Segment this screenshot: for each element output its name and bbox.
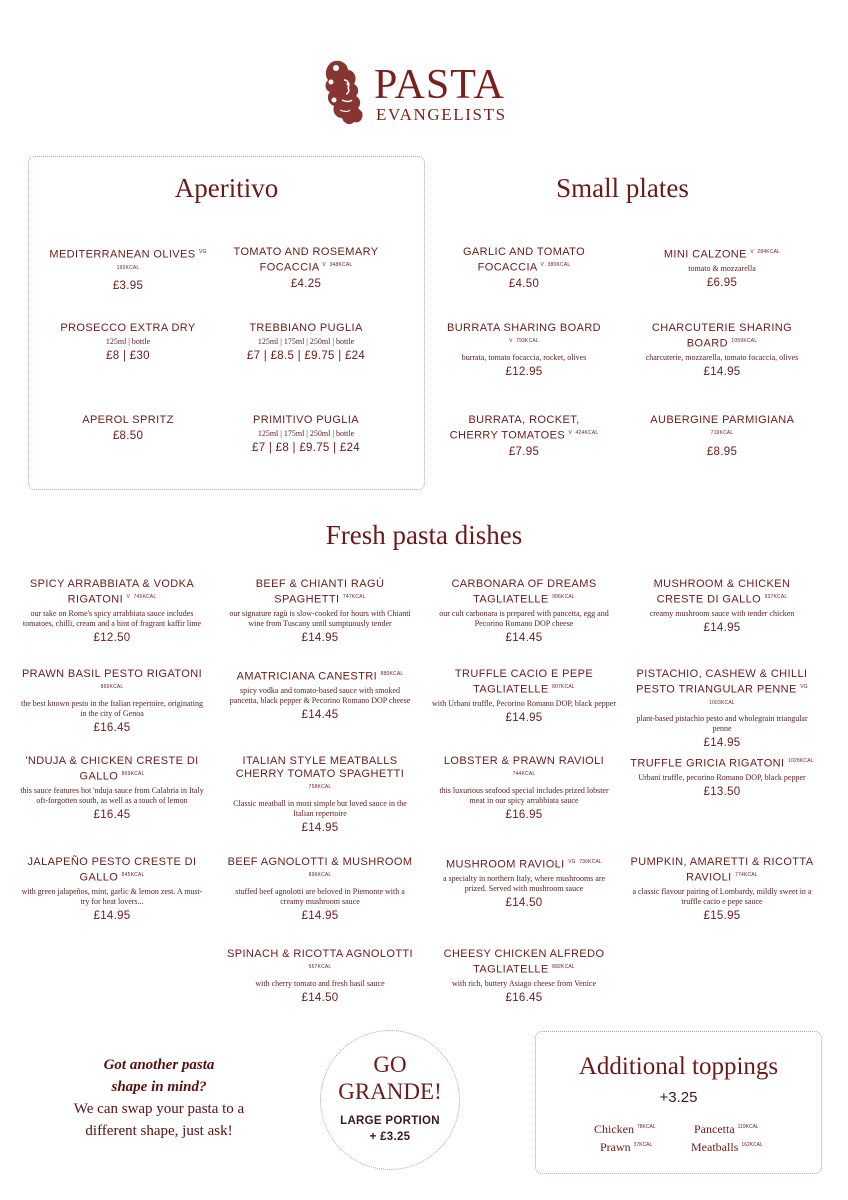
pasta-item-price: £12.50 xyxy=(93,631,131,644)
kcal-label: 758KCAL xyxy=(308,784,332,790)
aperitivo-item xyxy=(226,322,386,362)
aperitivo-item-price: £7 | £8 | £9.75 | £24 xyxy=(252,442,360,454)
kcal-label: 869KCAL xyxy=(121,771,145,777)
pasta-item-price: £14.95 xyxy=(301,909,339,922)
large-portion-price: + £3.25 xyxy=(369,1131,411,1143)
small-plate-item-description: tomato & mozzarella xyxy=(688,263,756,273)
topping-meatballs: Meatballs $^{162KCAL}$ xyxy=(691,1140,763,1154)
pasta-item-name: JALAPEÑO PESTO CRESTE DI GALLO $^{845KCAL}$ xyxy=(27,856,197,884)
topping-prawn: Prawn $^{37KCAL}$ xyxy=(600,1140,653,1154)
kcal-label: 747KCAL xyxy=(342,594,366,600)
small-plate-item-price: £12.95 xyxy=(505,365,543,378)
pasta-item xyxy=(227,755,413,834)
large-portion-label: LARGE PORTION xyxy=(340,1115,440,1127)
small-plate-item-name: CHARCUTERIE SHARING BOARD $^{1059KCAL}$ xyxy=(651,322,793,350)
kcal-label: 1028KCAL xyxy=(787,758,814,764)
kcal-label: 567KCAL xyxy=(308,964,332,970)
kcal-label: 719KCAL xyxy=(710,430,734,436)
aperitivo-item-description: 125ml | 175ml | 250ml | bottle xyxy=(257,429,355,438)
aperitivo-title: Aperitivo xyxy=(174,173,279,203)
pasta-item-price: £14.50 xyxy=(301,991,339,1004)
pasta-item xyxy=(431,948,617,1004)
small-plate-item xyxy=(444,322,604,378)
pasta-item xyxy=(227,856,413,922)
kcal-label: 165KCAL xyxy=(116,264,140,271)
diet-tag: V xyxy=(322,262,327,268)
pasta-item-name: MUSHROOM & CHICKEN CRESTE DI GALLO $^{937KCAL}$ xyxy=(653,578,791,606)
kcal-label: 880KCAL xyxy=(380,671,404,677)
fresh-pasta-title: Fresh pasta dishes xyxy=(325,520,523,550)
pasta-item-price: £14.95 xyxy=(703,737,741,750)
pasta-item-price: £14.95 xyxy=(703,621,741,634)
aperitivo-item xyxy=(226,246,386,290)
pasta-item-name: PRAWN BASIL PESTO RIGATONI $^{865KCAL}$ xyxy=(21,668,203,690)
aperitivo-item-name: PRIMITIVO PUGLIA xyxy=(252,414,360,426)
small-plate-item-name: AUBERGINE PARMIGIANA $^{719KCAL}$ xyxy=(650,414,794,436)
pasta-item-price: £16.45 xyxy=(93,808,131,821)
small-plate-item-name: BURRATA SHARING BOARD $^V$ $^{793KCAL}$ xyxy=(446,322,602,344)
toppings-price: +3.25 xyxy=(659,1089,698,1106)
pasta-item-price: £16.95 xyxy=(505,808,543,821)
pasta-item-description: Urbani truffle, pecorino Romano DOP, black pepper xyxy=(638,772,806,782)
small-plate-item-name: GARLIC AND TOMATO FOCACCIA $^V$ $^{380KCAL}$ xyxy=(462,246,586,274)
small-plate-item-price: £8.95 xyxy=(706,445,738,458)
pasta-item-price: £14.95 xyxy=(301,631,339,644)
pasta-item xyxy=(629,668,815,749)
small-plates-title: Small plates xyxy=(556,173,689,203)
kcal-label: 745KCAL xyxy=(133,594,157,600)
aperitivo-item-price: £8 | £30 xyxy=(106,350,150,362)
aperitivo-item-price: £3.95 xyxy=(112,280,144,293)
pasta-item xyxy=(227,668,413,721)
pasta-item-description: the best known pesto in the Italian repertoire, originating in the city of Genoa xyxy=(21,698,203,718)
pasta-item-name: LOBSTER & PRAWN RAVIOLI $^{744KCAL}$ xyxy=(443,755,605,777)
toppings-title: Additional toppings xyxy=(578,1053,779,1080)
small-plate-item-description: charcuterie, mozzarella, tomato focaccia, olives xyxy=(645,352,799,362)
small-plate-item-price: £6.95 xyxy=(706,276,738,289)
promo-answer-1: We can swap your pasta to a xyxy=(73,1101,245,1117)
small-plate-item-price: £7.95 xyxy=(508,445,540,458)
aperitivo-item-description: 125ml | bottle xyxy=(105,337,151,346)
small-plate-item xyxy=(642,322,802,378)
kcal-label: 793KCAL xyxy=(516,338,539,344)
pasta-item-description: plant-based pistachio pesto and wholegrain triangular penne xyxy=(636,714,808,734)
brand-name: PASTA xyxy=(374,62,505,108)
aperitivo-item xyxy=(48,322,208,362)
pasta-item-description: our take on Rome's spicy arrabbiata sauce includes tomatoes, chilli, cream and a hint of fragrant kaffir lime xyxy=(22,608,202,628)
pasta-item-price: £14.95 xyxy=(301,821,339,834)
small-plate-item-price: £4.50 xyxy=(508,277,540,290)
small-plate-item xyxy=(444,414,604,458)
aperitivo-item-name: TOMATO AND ROSEMARY FOCACCIA $^V$ $^{348KCAL}$ xyxy=(233,246,379,274)
pasta-item-description: creamy mushroom sauce with tender chicken xyxy=(649,608,795,618)
pasta-item xyxy=(227,948,413,1004)
pasta-item-description: our signature ragù is slow-cooked for hours with Chianti wine from Tuscany until sumptuously tender xyxy=(229,608,411,628)
topping-pancetta: Pancetta $^{119KCAL}$ xyxy=(694,1122,759,1136)
kcal-label: 1003KCAL xyxy=(709,699,735,706)
pasta-item-price: £15.95 xyxy=(703,909,741,922)
pasta-item-name: PUMPKIN, AMARETTI & RICOTTA RAVIOLI $^{774KCAL}$ xyxy=(630,856,814,884)
kcal-label: 882KCAL xyxy=(552,964,575,970)
kcal-label: 865KCAL xyxy=(100,684,124,690)
topping-chicken: Chicken $^{78KCAL}$ xyxy=(594,1122,656,1136)
aperitivo-item-description: 125ml | 175ml | 250ml | bottle xyxy=(257,337,355,346)
diet-tag: VG xyxy=(568,859,576,865)
small-plate-item-description: burrata, tomato focaccia, rocket, olives xyxy=(461,352,587,362)
pasta-item-price: £16.45 xyxy=(93,721,131,734)
kcal-label: 774KCAL xyxy=(735,872,758,878)
pasta-item-name: SPINACH & RICOTTA AGNOLOTTI $^{567KCAL}$ xyxy=(227,948,414,970)
pasta-item-name: ITALIAN STYLE MEATBALLS CHERRY TOMATO SPAGHETTI $^{758KCAL}$ xyxy=(235,755,405,790)
pasta-item-description: a specialty in northern Italy, where mushrooms are prized. Served with mushroom sauce xyxy=(442,873,606,893)
statue-head-icon xyxy=(322,56,368,128)
kcal-label: 937KCAL xyxy=(764,594,788,600)
kcal-label: 744KCAL xyxy=(512,771,536,777)
pasta-item xyxy=(629,856,815,922)
aperitivo-item-name: TREBBIANO PUGLIA xyxy=(249,322,363,334)
kcal-label: 284KCAL xyxy=(757,249,781,255)
diet-tag: V xyxy=(509,338,513,344)
pasta-item xyxy=(19,668,205,734)
promo-answer-2: different shape, just ask! xyxy=(85,1123,233,1139)
small-plate-item-name: MINI CALZONE $^V$ $^{284KCAL}$ xyxy=(663,248,781,261)
small-plate-item-price: £14.95 xyxy=(703,365,741,378)
small-plate-item xyxy=(642,414,802,458)
go-grande-line2: GRANDE! xyxy=(338,1079,442,1104)
pasta-item-name: MUSHROOM RAVIOLI $^{VG}$ $^{736KCAL}$ xyxy=(445,858,603,871)
kcal-label: 906KCAL xyxy=(552,594,575,600)
pasta-swap-promo xyxy=(40,1054,278,1142)
pasta-item-name: 'NDUJA & CHICKEN CRESTE DI GALLO $^{869KCAL}$ xyxy=(25,755,199,783)
pasta-item-name: CHEESY CHICKEN ALFREDO TAGLIATELLE $^{882KCAL}$ xyxy=(443,948,605,976)
pasta-item xyxy=(19,755,205,821)
pasta-item-description: with Urbani truffle, Pecorino Romano DOP, black pepper xyxy=(431,698,617,708)
kcal-label: 1059KCAL xyxy=(731,338,758,344)
pasta-item xyxy=(19,856,205,922)
pasta-item-price: £14.45 xyxy=(505,631,543,644)
pasta-item-name: TRUFFLE GRICIA RIGATONI $^{1028KCAL}$ xyxy=(630,757,814,770)
go-grande-line1: GO xyxy=(373,1052,407,1077)
pasta-item-description: spicy vodka and tomato-based sauce with smoked pancetta, black pepper & Pecorino Romano DOP cheese xyxy=(229,685,411,705)
pasta-item xyxy=(431,578,617,644)
pasta-item-name: CARBONARA OF DREAMS TAGLIATELLE $^{906KCAL}$ xyxy=(451,578,597,606)
pasta-item xyxy=(227,578,413,644)
pasta-item-price: £14.95 xyxy=(505,711,543,724)
aperitivo-item-name: PROSECCO EXTRA DRY xyxy=(60,322,196,334)
promo-question-1: Got another pasta xyxy=(103,1057,215,1073)
kcal-label: 348KCAL xyxy=(329,262,353,268)
pasta-item-price: £14.50 xyxy=(505,896,543,909)
small-plate-item xyxy=(444,246,604,290)
pasta-item xyxy=(629,578,815,634)
pasta-item-name: AMATRICIANA CANESTRI $^{880KCAL}$ xyxy=(236,670,404,683)
pasta-item-price: £14.95 xyxy=(93,909,131,922)
pasta-item-price: £13.50 xyxy=(703,785,741,798)
diet-tag: VG xyxy=(800,684,808,690)
aperitivo-item-price: £4.25 xyxy=(290,277,322,290)
aperitivo-item-price: £8.50 xyxy=(112,430,144,442)
kcal-label: 896KCAL xyxy=(308,872,332,878)
kcal-label: 807KCAL xyxy=(552,684,575,690)
pasta-item-name: TRUFFLE CACIO E PEPE TAGLIATELLE $^{807KCAL}$ xyxy=(454,668,594,696)
pasta-item xyxy=(629,755,815,798)
pasta-item-description: this sauce features hot 'nduja sauce from Calabria in Italy oft-forgotten south, as well as a touch of lemon xyxy=(20,785,204,805)
promo-question-2: shape in mind? xyxy=(111,1079,207,1095)
pasta-item-name: SPICY ARRABBIATA & VODKA RIGATONI $^V$ $^{745KCAL}$ xyxy=(29,578,195,606)
pasta-item xyxy=(431,668,617,724)
pasta-item-name: BEEF & CHIANTI RAGÙ SPAGHETTI $^{747KCAL}$ xyxy=(255,578,385,606)
toppings-box xyxy=(535,1031,822,1174)
pasta-item xyxy=(431,856,617,909)
pasta-item-price: £16.45 xyxy=(505,991,543,1004)
pasta-item-price: £14.45 xyxy=(301,708,339,721)
diet-tag: V xyxy=(750,249,754,255)
diet-tag: V xyxy=(126,594,131,600)
pasta-item xyxy=(19,578,205,644)
aperitivo-item-name: MEDITERRANEAN OLIVES $^{VG}$ $^{165KCAL}$ xyxy=(49,248,207,271)
pasta-item-description: stuffed beef agnolotti are beloved in Piemonte with a creamy mushroom sauce xyxy=(235,886,405,906)
brand-logo xyxy=(322,56,532,128)
diet-tag: VG xyxy=(198,249,207,255)
pasta-item-description: with cherry tomato and fresh basil sauce xyxy=(255,978,385,988)
aperitivo-item-price: £7 | £8.5 | £9.75 | £24 xyxy=(246,350,366,362)
aperitivo-item-name: APEROL SPRITZ xyxy=(82,414,174,426)
brand-subtitle: EVANGELISTS xyxy=(376,105,507,124)
aperitivo-item xyxy=(48,414,208,442)
small-plate-item-name: BURRATA, ROCKET, CHERRY TOMATOES $^V$ $^{424KCAL}$ xyxy=(449,414,599,442)
diet-tag: V xyxy=(568,430,573,436)
pasta-item-description: Classic meatball in most simple but loved sauce in the Italian repertoire xyxy=(233,798,407,818)
kcal-label: 845KCAL xyxy=(121,872,145,878)
kcal-label: 736KCAL xyxy=(579,859,603,865)
pasta-item-name: PISTACHIO, CASHEW & CHILLI PESTO TRIANGULAR PENNE $^{VG}$ $^{1003KCAL}$ xyxy=(636,668,808,706)
diet-tag: V xyxy=(540,262,545,268)
pasta-item-description: our cult carbonara is prepared with pancetta, egg and Pecorino Romano DOP cheese xyxy=(439,608,609,628)
small-plate-item xyxy=(642,246,802,289)
pasta-item-description: with rich, buttery Asiago cheese from Venice xyxy=(451,978,597,988)
kcal-label: 424KCAL xyxy=(575,430,599,436)
pasta-item-name: BEEF AGNOLOTTI & MUSHROOM $^{896KCAL}$ xyxy=(227,856,413,878)
aperitivo-item xyxy=(48,246,208,292)
pasta-item-description: a classic flavour pairing of Lombardy, mildly sweet in a truffle cacio e pepe sauce xyxy=(632,886,812,906)
go-grande-badge xyxy=(320,1030,460,1170)
kcal-label: 380KCAL xyxy=(547,262,571,268)
pasta-item-description: with green jalapeños, mint, garlic & lemon zest. A must-try for heat lovers... xyxy=(21,886,203,906)
pasta-item xyxy=(431,755,617,821)
pasta-item-description: this luxurious seafood special includes prized lobster meat in our spicy arrabbiata sauce xyxy=(439,785,609,805)
aperitivo-item xyxy=(226,414,386,454)
